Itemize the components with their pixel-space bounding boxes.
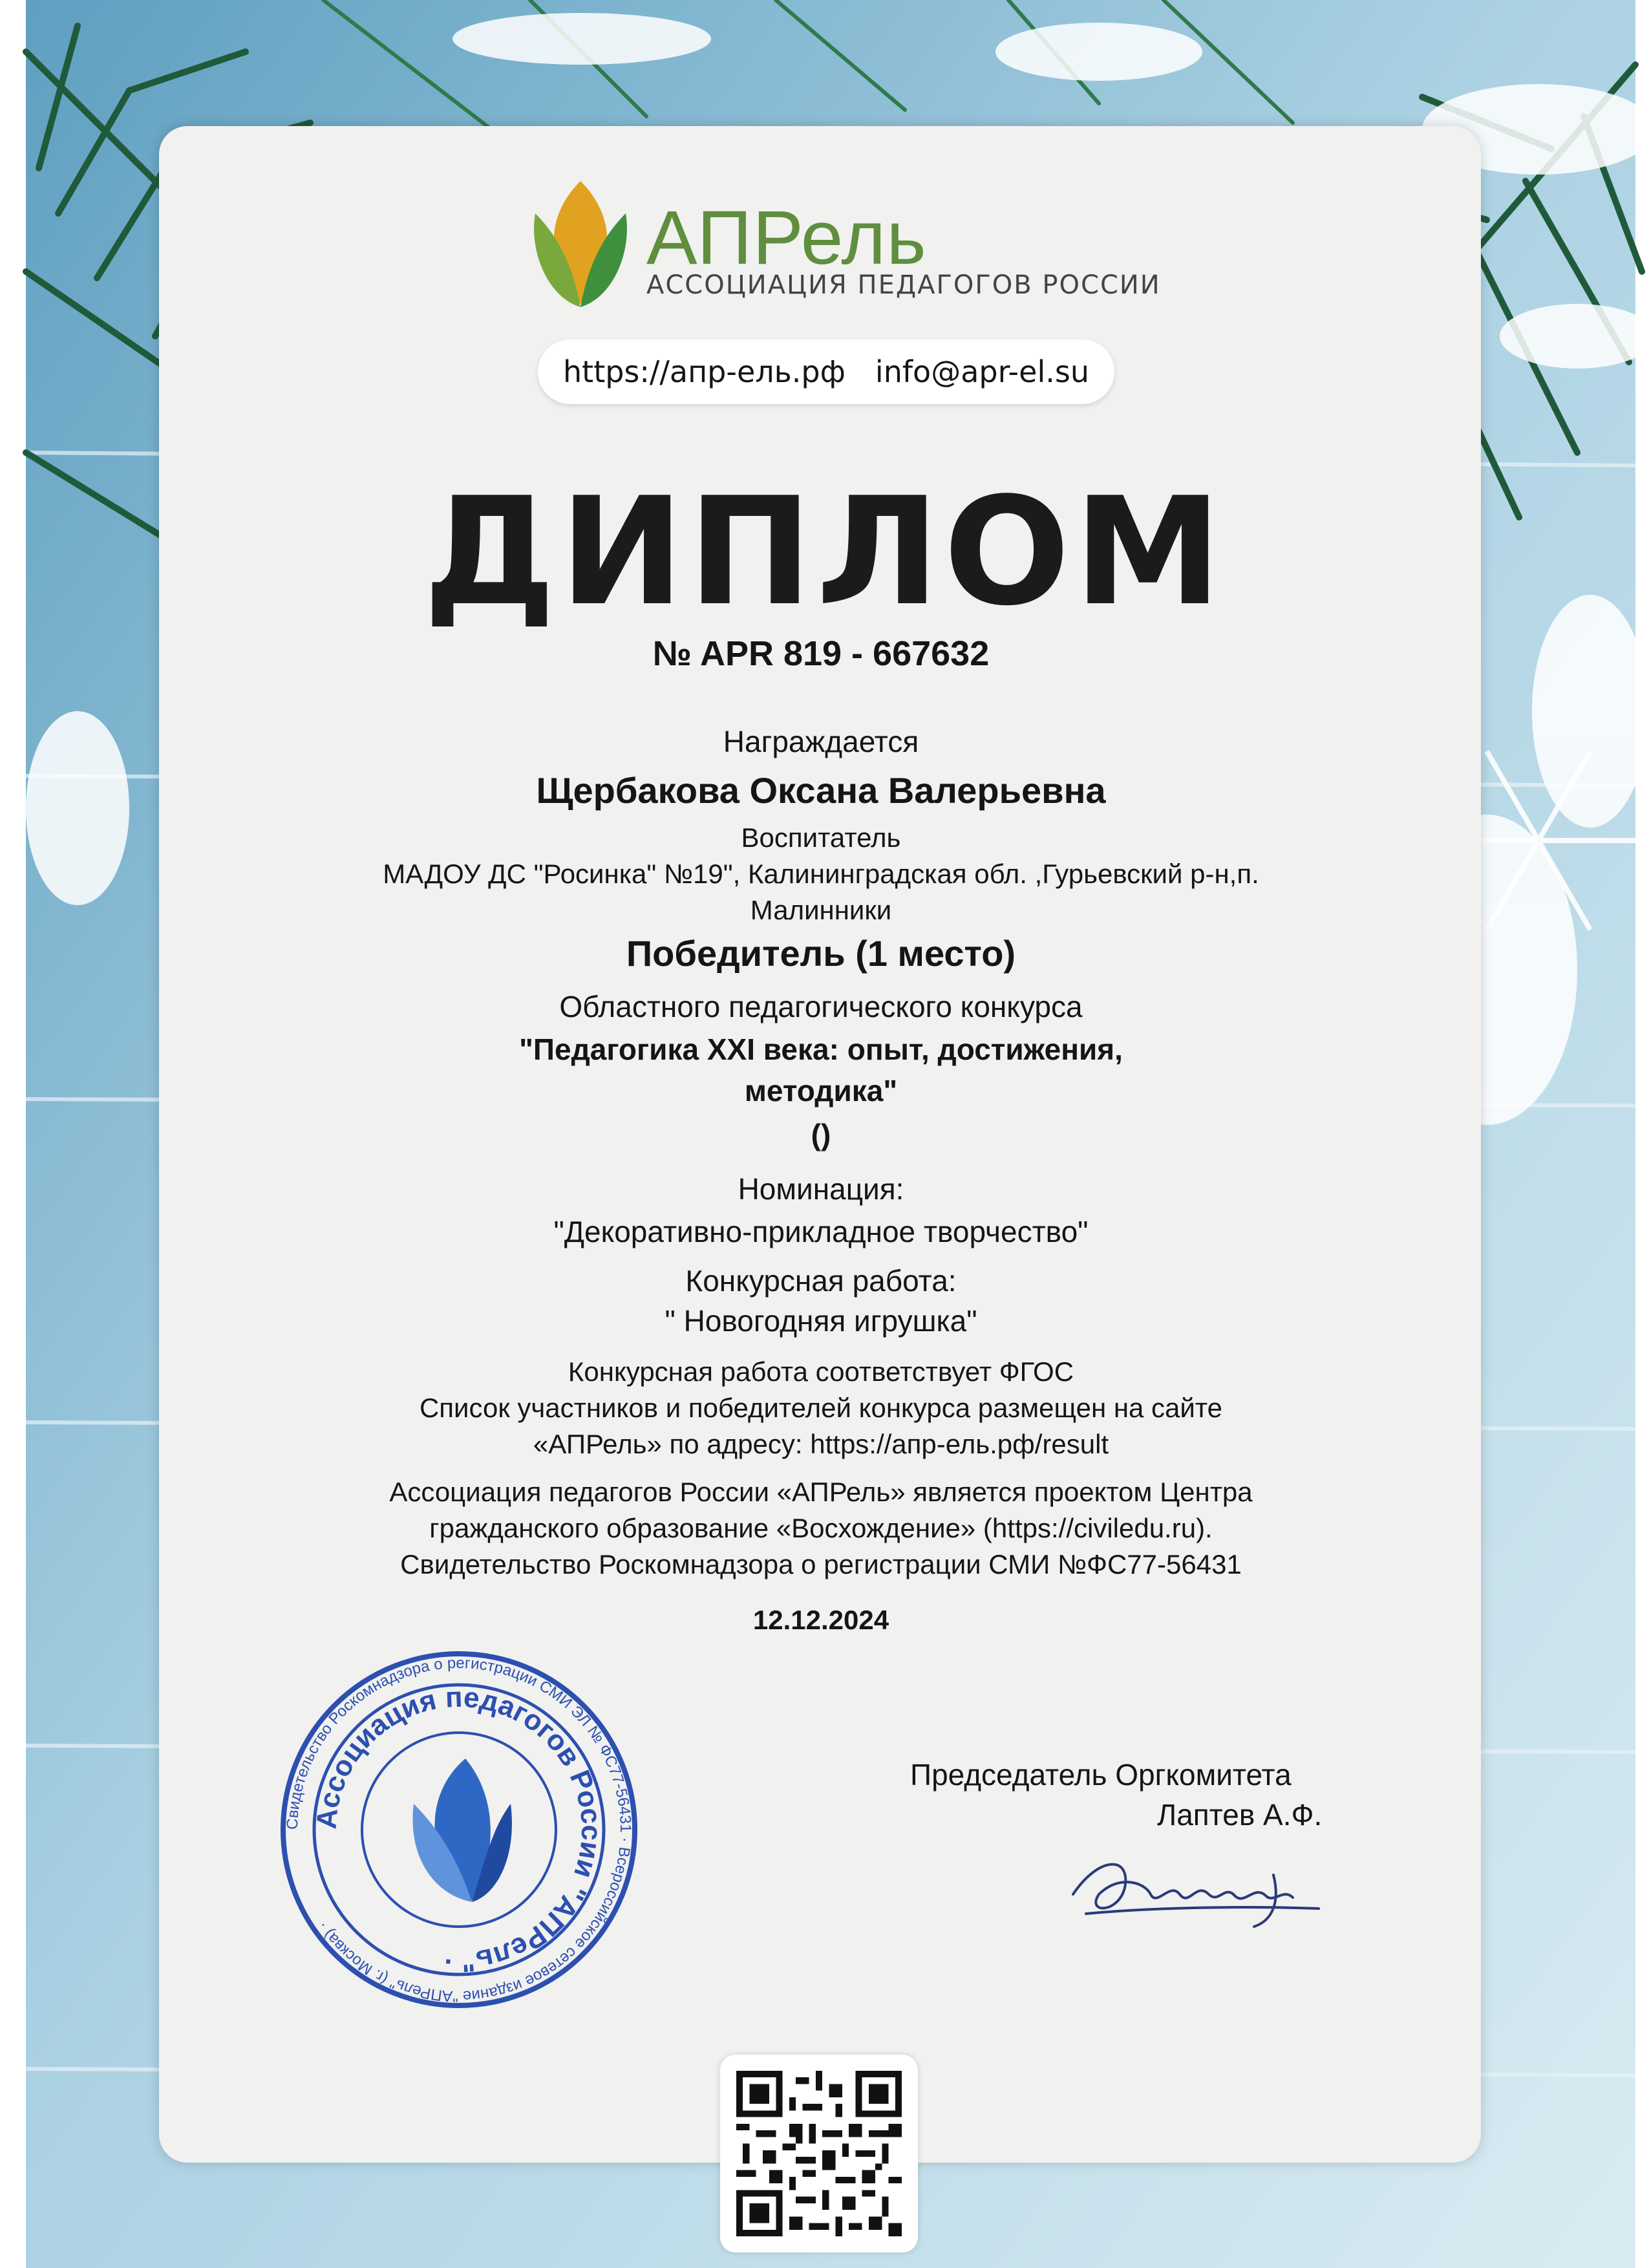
work-label: Конкурсная работа: — [685, 1264, 957, 1298]
recipient-name: Щербакова Оксана Валерьевна — [536, 770, 1106, 811]
nomination-value: "Декоративно-прикладное творчество" — [553, 1215, 1089, 1248]
signature-name: Лаптев А.Ф. — [1157, 1798, 1323, 1832]
stamp-leaf-icon — [412, 1759, 511, 1902]
result-text: Победитель (1 место) — [626, 933, 1016, 974]
qr-code-icon[interactable] — [736, 2071, 902, 2236]
logo-leaf-icon — [522, 175, 639, 317]
diploma-title: ДИПЛОМ — [423, 466, 1226, 639]
stamp-inner-text: Ассоциация педагогов России "АПРель" · — [310, 1681, 608, 1978]
contest-type: Областного педагогического конкурса — [559, 990, 1083, 1023]
email-link[interactable]: info@apr-el.su — [875, 354, 1089, 389]
fgos-line-1: Конкурсная работа соответствует ФГОС — [568, 1356, 1074, 1387]
contest-name-line-2: методика" — [744, 1074, 898, 1107]
contact-pill — [538, 339, 1114, 404]
issue-date: 12.12.2024 — [752, 1605, 889, 1635]
logo-subtitle: АССОЦИАЦИЯ ПЕДАГОГОВ РОССИИ — [646, 270, 1161, 300]
work-title: " Новогодняя игрушка" — [665, 1304, 977, 1338]
contest-parentheses: () — [811, 1118, 831, 1151]
recipient-position: Воспитатель — [741, 822, 901, 853]
assoc-line-1: Ассоциация педагогов России «АПРель» является проектом Центра — [389, 1477, 1253, 1507]
fgos-line-3: «АПРель» по адресу: https://апр-ель.рф/result — [533, 1429, 1109, 1459]
organization-line-2: Малинники — [750, 895, 892, 925]
nomination-label: Номинация: — [738, 1172, 904, 1206]
association-stamp — [278, 1649, 640, 2011]
diploma-number: № APR 819 - 667632 — [652, 634, 990, 673]
organization-line-1: МАДОУ ДС "Росинка" №19", Калининградская обл. ,Гурьевский р-н,п. — [383, 859, 1259, 889]
handwritten-signature — [1060, 1836, 1332, 1933]
logo-name: АПРель — [646, 195, 927, 281]
fgos-line-2: Список участников и победителей конкурса размещен на сайте — [419, 1393, 1223, 1423]
contest-name-line-1: "Педагогика XXI века: опыт, достижения, — [519, 1032, 1123, 1066]
assoc-line-3: Свидетельство Роскомнадзора о регистрации СМИ №ФС77-56431 — [400, 1549, 1242, 1579]
assoc-line-2: гражданского образование «Восхождение» (https://civiledu.ru). — [429, 1513, 1213, 1543]
website-link[interactable]: https://апр-ель.рф — [563, 354, 846, 389]
stamp-outer-text: Свидетельство Роскомнадзора о регистрации СМИ ЭЛ № ФС77-56431 · Всероссийское сетевое издание "АПРель" (г. Москва) · — [283, 1654, 635, 2006]
awarded-label: Награждается — [723, 725, 919, 758]
signature-role: Председатель Оргкомитета — [910, 1758, 1292, 1792]
